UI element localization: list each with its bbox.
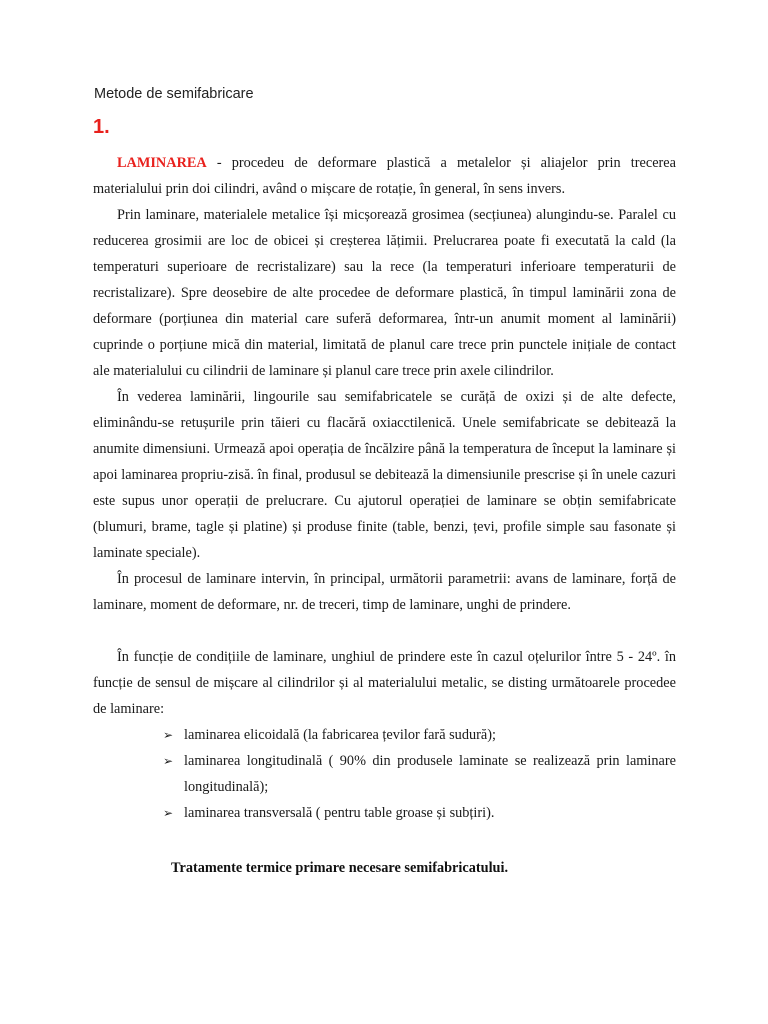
term-laminarea: LAMINAREA (117, 155, 207, 171)
paragraph-2: Prin laminare, materialele metalice își micșorează grosimea (secțiunea) alungindu-se. Paralel cu reducerea grosimii are loc de obicei și creșterea lățimii. Prelucrarea poate fi executată la cald (la temperaturi superioare de recristalizare) sau la rece (la temperaturi inferioare temperaturii de recristalizare). Spre deosebire de alte procedee de deformare plastică, în timpul laminării zona de deformare (porțiunea din material care suferă deformarea, într-un anumit moment al laminării) cuprinde o porțiune mică din material, limitată de planul care trece prin punctele inițiale de contact ale materialului cu cilindrii de laminare și planul care trece prin axele cilindrilor. (93, 207, 676, 379)
list-item (160, 748, 676, 800)
paragraph-3: În vederea laminării, lingourile sau semifabricatele se curăță de oxizi și de alte defecte, eliminându-se retușurile prin tăieri cu flacără oxiacctilenică. Unele semifabricate se debitează la anumite dimensiuni. Urmează apoi operația de încălzire până la temperatura de început la laminare și apoi laminarea propriu-zisă. în final, produsul se debitează la dimensiunile prescrise și în unele cazuri este supus unor operații de prelucrare. Cu ajutorul operației de laminare se obțin semifabricate (blumuri, brame, tagle și platine) și produse finite (table, benzi, țevi, profile simple sau fasonate și laminate speciale). (93, 389, 676, 561)
list-item (160, 722, 676, 748)
section-number: 1. (93, 116, 110, 138)
list-item-text: laminarea transversală ( pentru table groase și subțiri). (184, 805, 495, 821)
list-item-text: laminarea elicoidală (la fabricarea țevilor fară sudură); (184, 727, 496, 743)
procedure-list (93, 722, 676, 826)
document-header: Metode de semifabricare (94, 86, 254, 102)
blank-line (93, 618, 676, 644)
paragraph-5: În funcție de condițiile de laminare, unghiul de prindere este în cazul oțelurilor între 5 - 24º. în funcție de sensul de mișcare al cilindrilor și al materialului metalic, se disting următoarele procedee de laminare: (93, 649, 676, 717)
list-item-text: laminarea longitudinală ( 90% din produsele laminate se realizează prin laminare longitudinală); (184, 753, 676, 795)
arrow-bullet-icon: ➢ (162, 728, 174, 742)
arrow-bullet-icon: ➢ (162, 754, 174, 768)
section-heading-tratamente: Tratamente termice primare necesare semifabricatului. (171, 860, 509, 876)
paragraph-4: În procesul de laminare intervin, în principal, următorii parametrii: avans de laminare, forță de laminare, moment de deformare, nr. de treceri, timp de laminare, unghi de prindere. (93, 571, 676, 613)
term-definition: - procedeu de deformare plastică a metalelor și aliajelor prin trecerea materialului prin doi cilindri, având o mișcare de rotație, în general, în sens invers. (93, 155, 676, 197)
paragraph-definition (93, 150, 676, 202)
arrow-bullet-icon: ➢ (162, 806, 174, 820)
list-item (160, 800, 676, 826)
document-body (93, 150, 676, 826)
